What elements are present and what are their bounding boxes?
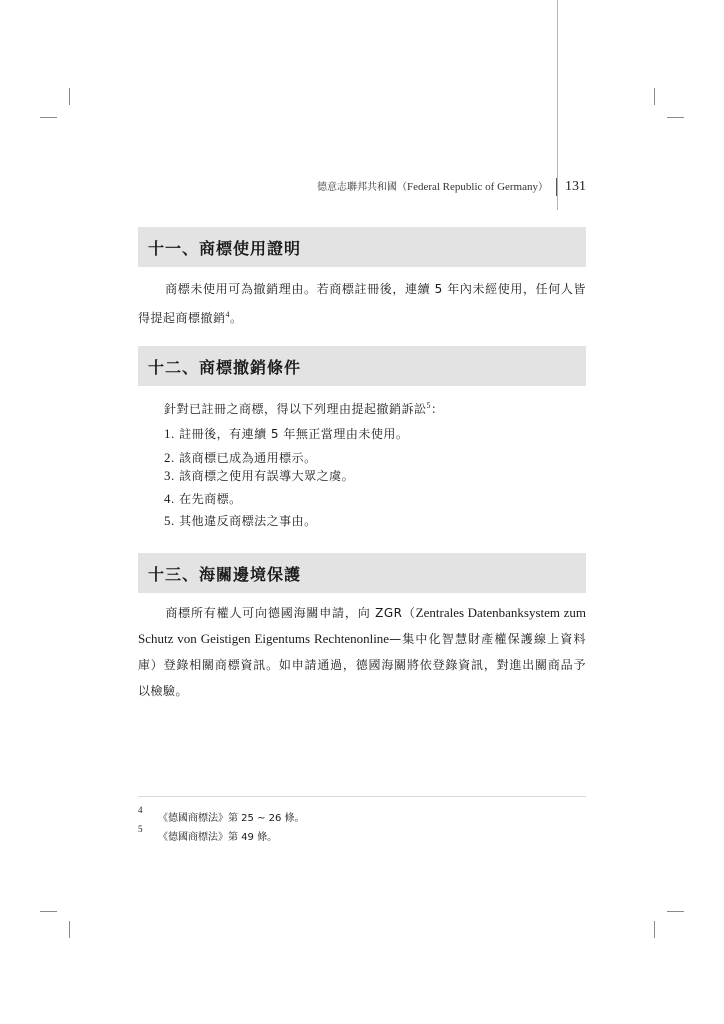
body-text: 商標未使用可為撤銷理由。若商標註冊後，連續 5 年內未經使用，任何人皆得提起商標撤銷 (138, 282, 586, 325)
list-item: 2. 該商標已成為通用標示。 (164, 450, 317, 465)
crop-mark (667, 911, 684, 912)
body-text: 商標所有權人可向德國海關申請，向 ZGR（ (165, 606, 416, 620)
footnote-text: 《德國商標法》第 25 ~ 26 條。 (158, 813, 305, 824)
list-intro (164, 400, 444, 417)
body-text: —集中化智慧財產權保護線上資料庫）登錄相關商標資訊。如申請通過，德國海關將依登錄資訊，對進出關商品予以檢驗。 (138, 632, 586, 698)
list-item: 3. 該商標之使用有誤導大眾之虞。 (164, 468, 355, 483)
section-heading-band (138, 227, 586, 267)
body-text-en: Zentrales Datenbanksystem zum Schutz von Geistigen Eigentums Rechtenonline (138, 605, 586, 646)
list-item: 1. 註冊後，有連續 5 年無正當理由未使用。 (164, 426, 409, 441)
crop-mark (69, 921, 70, 938)
section-body (138, 600, 586, 704)
section-heading: 十一、商標使用證明 (148, 239, 302, 258)
list-item: 5. 其他違反商標法之事由。 (164, 513, 317, 528)
running-title-en: Federal Republic of Germany (406, 181, 538, 193)
footnote-rule (138, 796, 586, 797)
footnote-ref: 4 (225, 310, 231, 319)
section-heading: 十二、商標撤銷條件 (148, 358, 302, 377)
body-text: 。 (230, 311, 243, 325)
footnote-number: 5 (138, 824, 143, 834)
crop-mark (654, 88, 655, 105)
footnote-number: 4 (138, 805, 143, 815)
crop-mark (667, 117, 684, 118)
section-heading-band (138, 346, 586, 386)
intro-text: 針對已註冊之商標，得以下列理由提起撤銷訴訟 (164, 402, 427, 416)
running-title: 德意志聯邦共和國（ (316, 182, 407, 193)
section-heading-band (138, 553, 586, 593)
list-item: 4. 在先商標。 (164, 491, 242, 506)
crop-mark (654, 921, 655, 938)
intro-text: ： (431, 402, 444, 416)
running-title-close: ） (538, 182, 548, 193)
header-divider (556, 178, 557, 196)
page-number: 131 (565, 179, 586, 194)
section-heading: 十三、海關邊境保護 (148, 565, 302, 584)
crop-mark (69, 88, 70, 105)
crop-mark (40, 911, 57, 912)
crop-mark (40, 117, 57, 118)
running-header (300, 178, 586, 196)
section-body (138, 276, 586, 331)
footnote-ref: 5 (426, 401, 432, 410)
footnote-text: 《德國商標法》第 49 條。 (158, 832, 278, 843)
